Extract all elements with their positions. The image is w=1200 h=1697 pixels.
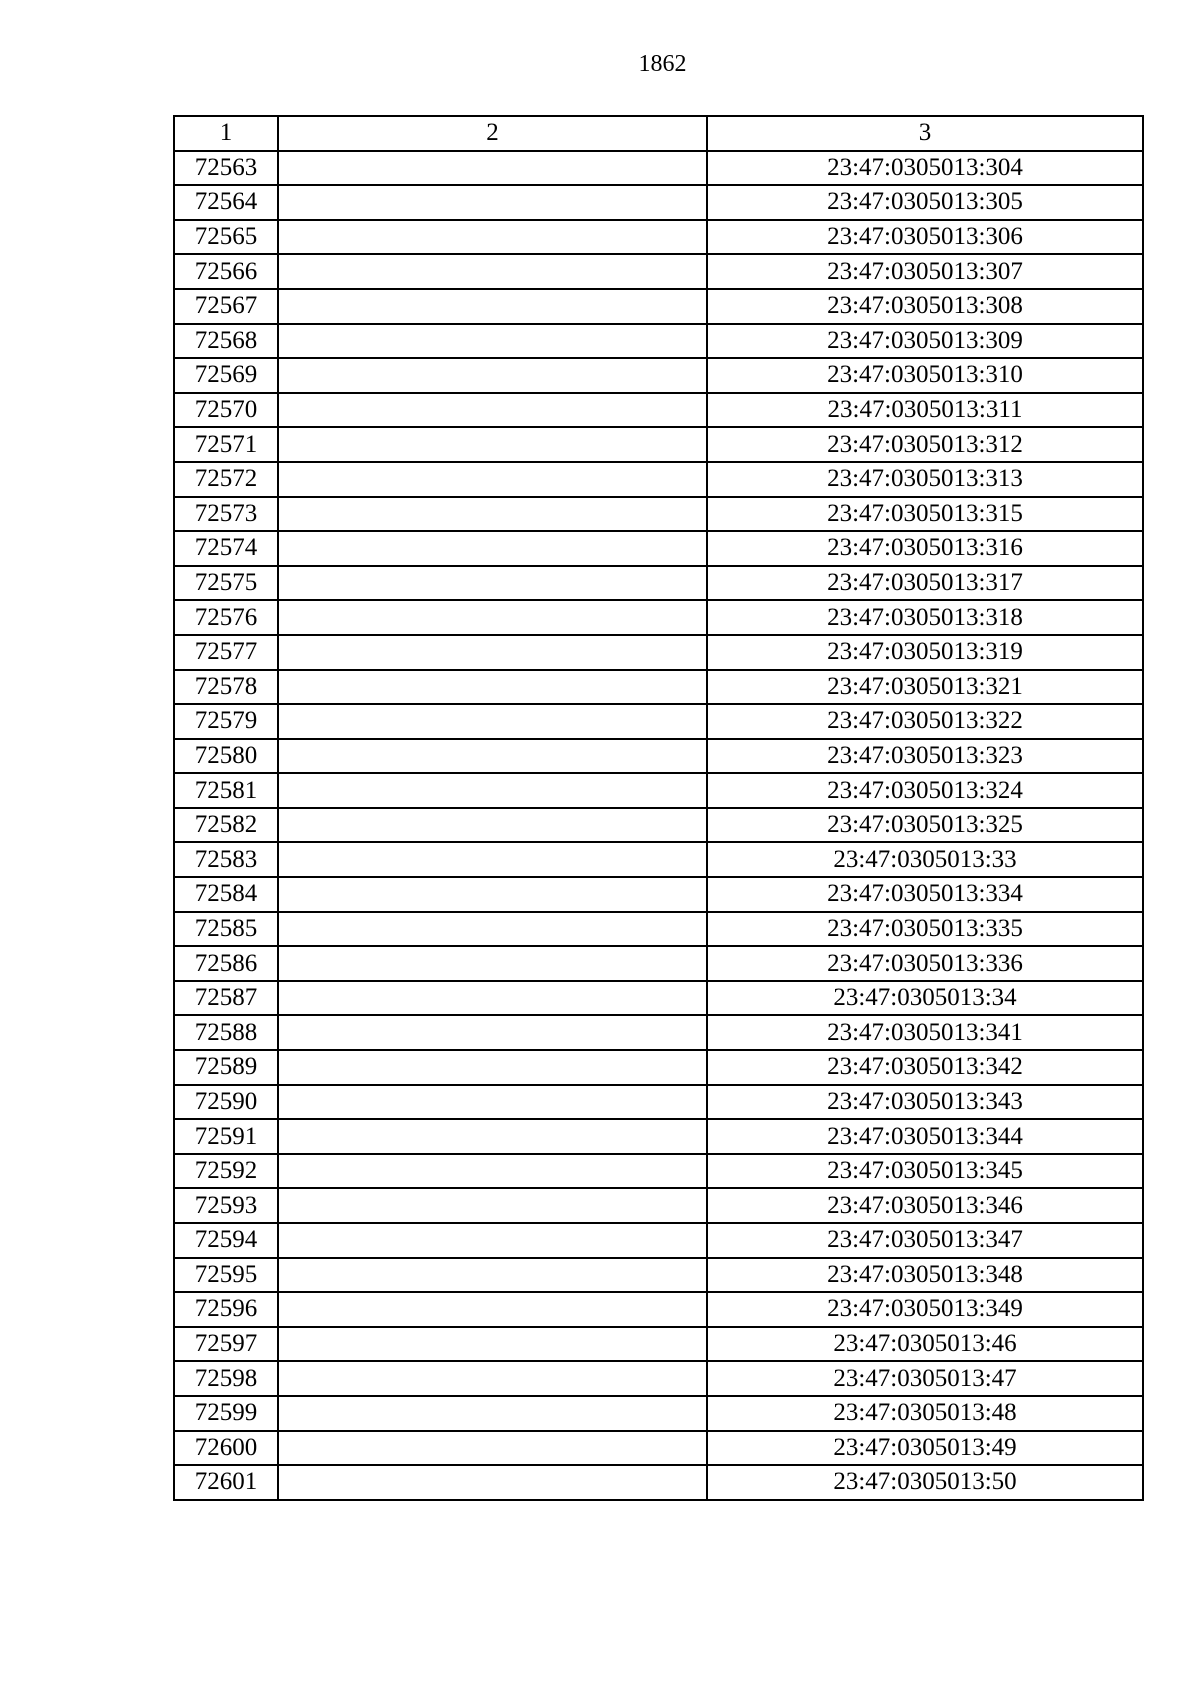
cadastral-number-cell: 23:47:0305013:341 xyxy=(707,1015,1143,1050)
description-cell xyxy=(278,1223,707,1258)
row-number-cell: 72567 xyxy=(174,289,278,324)
row-number-cell: 72579 xyxy=(174,704,278,739)
description-cell xyxy=(278,1085,707,1120)
table-row xyxy=(174,1015,1143,1050)
cadastral-number-cell: 23:47:0305013:304 xyxy=(707,151,1143,186)
cadastral-number-cell: 23:47:0305013:349 xyxy=(707,1292,1143,1327)
table-row xyxy=(174,289,1143,324)
table-row xyxy=(174,1188,1143,1223)
register-table xyxy=(173,115,1144,1501)
cadastral-number-cell: 23:47:0305013:34 xyxy=(707,981,1143,1016)
cadastral-number-cell: 23:47:0305013:325 xyxy=(707,808,1143,843)
table-row xyxy=(174,185,1143,220)
description-cell xyxy=(278,462,707,497)
cadastral-number-cell: 23:47:0305013:46 xyxy=(707,1327,1143,1362)
description-cell xyxy=(278,912,707,947)
table-row xyxy=(174,1050,1143,1085)
cadastral-number-cell: 23:47:0305013:345 xyxy=(707,1154,1143,1189)
description-cell xyxy=(278,324,707,359)
description-cell xyxy=(278,808,707,843)
table-row xyxy=(174,1223,1143,1258)
table-row xyxy=(174,1085,1143,1120)
table-row xyxy=(174,1119,1143,1154)
row-number-cell: 72569 xyxy=(174,358,278,393)
row-number-cell: 72593 xyxy=(174,1188,278,1223)
table-row xyxy=(174,220,1143,255)
table-row xyxy=(174,773,1143,808)
cadastral-number-cell: 23:47:0305013:347 xyxy=(707,1223,1143,1258)
row-number-cell: 72592 xyxy=(174,1154,278,1189)
description-cell xyxy=(278,289,707,324)
description-cell xyxy=(278,739,707,774)
table-row xyxy=(174,324,1143,359)
table-row xyxy=(174,427,1143,462)
table-row xyxy=(174,739,1143,774)
table-row xyxy=(174,151,1143,186)
row-number-cell: 72595 xyxy=(174,1258,278,1293)
row-number-cell: 72578 xyxy=(174,670,278,705)
cadastral-number-cell: 23:47:0305013:305 xyxy=(707,185,1143,220)
table-row xyxy=(174,808,1143,843)
table-row xyxy=(174,393,1143,428)
row-number-cell: 72577 xyxy=(174,635,278,670)
description-cell xyxy=(278,981,707,1016)
description-cell xyxy=(278,358,707,393)
row-number-cell: 72564 xyxy=(174,185,278,220)
description-cell xyxy=(278,531,707,566)
row-number-cell: 72565 xyxy=(174,220,278,255)
cadastral-number-cell: 23:47:0305013:312 xyxy=(707,427,1143,462)
cadastral-number-cell: 23:47:0305013:311 xyxy=(707,393,1143,428)
table-row xyxy=(174,912,1143,947)
cadastral-number-cell: 23:47:0305013:336 xyxy=(707,946,1143,981)
table-row xyxy=(174,670,1143,705)
row-number-cell: 72566 xyxy=(174,254,278,289)
description-cell xyxy=(278,497,707,532)
column-header-3: 3 xyxy=(707,116,1143,151)
cadastral-number-cell: 23:47:0305013:321 xyxy=(707,670,1143,705)
row-number-cell: 72587 xyxy=(174,981,278,1016)
cadastral-number-cell: 23:47:0305013:344 xyxy=(707,1119,1143,1154)
table-row xyxy=(174,1154,1143,1189)
table-row xyxy=(174,1361,1143,1396)
table-row xyxy=(174,254,1143,289)
table-row xyxy=(174,1396,1143,1431)
cadastral-number-cell: 23:47:0305013:324 xyxy=(707,773,1143,808)
description-cell xyxy=(278,1258,707,1293)
row-number-cell: 72599 xyxy=(174,1396,278,1431)
table-row xyxy=(174,497,1143,532)
table-row xyxy=(174,1258,1143,1293)
row-number-cell: 72600 xyxy=(174,1431,278,1466)
column-header-1: 1 xyxy=(174,116,278,151)
cadastral-number-cell: 23:47:0305013:342 xyxy=(707,1050,1143,1085)
description-cell xyxy=(278,1154,707,1189)
header-row xyxy=(174,116,1143,151)
cadastral-number-cell: 23:47:0305013:335 xyxy=(707,912,1143,947)
description-cell xyxy=(278,670,707,705)
cadastral-number-cell: 23:47:0305013:309 xyxy=(707,324,1143,359)
table-body xyxy=(174,151,1143,1500)
description-cell xyxy=(278,946,707,981)
cadastral-number-cell: 23:47:0305013:48 xyxy=(707,1396,1143,1431)
table-row xyxy=(174,462,1143,497)
description-cell xyxy=(278,1050,707,1085)
table-row xyxy=(174,1431,1143,1466)
row-number-cell: 72574 xyxy=(174,531,278,566)
table-row xyxy=(174,1292,1143,1327)
description-cell xyxy=(278,773,707,808)
cadastral-number-cell: 23:47:0305013:306 xyxy=(707,220,1143,255)
table-row xyxy=(174,566,1143,601)
table-row xyxy=(174,704,1143,739)
table-row xyxy=(174,358,1143,393)
cadastral-number-cell: 23:47:0305013:308 xyxy=(707,289,1143,324)
row-number-cell: 72576 xyxy=(174,600,278,635)
table-row xyxy=(174,946,1143,981)
description-cell xyxy=(278,185,707,220)
row-number-cell: 72568 xyxy=(174,324,278,359)
cadastral-number-cell: 23:47:0305013:313 xyxy=(707,462,1143,497)
description-cell xyxy=(278,566,707,601)
row-number-cell: 72584 xyxy=(174,877,278,912)
description-cell xyxy=(278,151,707,186)
description-cell xyxy=(278,393,707,428)
row-number-cell: 72596 xyxy=(174,1292,278,1327)
row-number-cell: 72589 xyxy=(174,1050,278,1085)
cadastral-number-cell: 23:47:0305013:316 xyxy=(707,531,1143,566)
description-cell xyxy=(278,1327,707,1362)
row-number-cell: 72601 xyxy=(174,1465,278,1500)
row-number-cell: 72590 xyxy=(174,1085,278,1120)
cadastral-number-cell: 23:47:0305013:50 xyxy=(707,1465,1143,1500)
row-number-cell: 72572 xyxy=(174,462,278,497)
table-row xyxy=(174,1465,1143,1500)
page-number: 1862 xyxy=(638,51,687,77)
row-number-cell: 72582 xyxy=(174,808,278,843)
cadastral-number-cell: 23:47:0305013:49 xyxy=(707,1431,1143,1466)
description-cell xyxy=(278,220,707,255)
description-cell xyxy=(278,877,707,912)
column-header-2: 2 xyxy=(278,116,707,151)
row-number-cell: 72585 xyxy=(174,912,278,947)
table-row xyxy=(174,981,1143,1016)
cadastral-number-cell: 23:47:0305013:322 xyxy=(707,704,1143,739)
table-row xyxy=(174,600,1143,635)
row-number-cell: 72594 xyxy=(174,1223,278,1258)
description-cell xyxy=(278,1015,707,1050)
cadastral-number-cell: 23:47:0305013:319 xyxy=(707,635,1143,670)
row-number-cell: 72586 xyxy=(174,946,278,981)
description-cell xyxy=(278,842,707,877)
description-cell xyxy=(278,1119,707,1154)
row-number-cell: 72597 xyxy=(174,1327,278,1362)
cadastral-number-cell: 23:47:0305013:343 xyxy=(707,1085,1143,1120)
row-number-cell: 72598 xyxy=(174,1361,278,1396)
cadastral-number-cell: 23:47:0305013:334 xyxy=(707,877,1143,912)
row-number-cell: 72591 xyxy=(174,1119,278,1154)
description-cell xyxy=(278,1396,707,1431)
row-number-cell: 72563 xyxy=(174,151,278,186)
cadastral-number-cell: 23:47:0305013:47 xyxy=(707,1361,1143,1396)
cadastral-number-cell: 23:47:0305013:348 xyxy=(707,1258,1143,1293)
description-cell xyxy=(278,427,707,462)
table-row xyxy=(174,635,1143,670)
cadastral-number-cell: 23:47:0305013:346 xyxy=(707,1188,1143,1223)
description-cell xyxy=(278,1431,707,1466)
row-number-cell: 72583 xyxy=(174,842,278,877)
description-cell xyxy=(278,1292,707,1327)
description-cell xyxy=(278,704,707,739)
cadastral-number-cell: 23:47:0305013:307 xyxy=(707,254,1143,289)
table-header xyxy=(174,116,1143,151)
description-cell xyxy=(278,635,707,670)
cadastral-number-cell: 23:47:0305013:317 xyxy=(707,566,1143,601)
row-number-cell: 72571 xyxy=(174,427,278,462)
description-cell xyxy=(278,600,707,635)
row-number-cell: 72575 xyxy=(174,566,278,601)
description-cell xyxy=(278,1188,707,1223)
row-number-cell: 72570 xyxy=(174,393,278,428)
table-row xyxy=(174,842,1143,877)
table-row xyxy=(174,877,1143,912)
cadastral-number-cell: 23:47:0305013:323 xyxy=(707,739,1143,774)
cadastral-number-cell: 23:47:0305013:310 xyxy=(707,358,1143,393)
cadastral-number-cell: 23:47:0305013:33 xyxy=(707,842,1143,877)
description-cell xyxy=(278,254,707,289)
table-row xyxy=(174,531,1143,566)
table-row xyxy=(174,1327,1143,1362)
row-number-cell: 72588 xyxy=(174,1015,278,1050)
cadastral-number-cell: 23:47:0305013:315 xyxy=(707,497,1143,532)
row-number-cell: 72573 xyxy=(174,497,278,532)
description-cell xyxy=(278,1361,707,1396)
cadastral-number-cell: 23:47:0305013:318 xyxy=(707,600,1143,635)
row-number-cell: 72580 xyxy=(174,739,278,774)
row-number-cell: 72581 xyxy=(174,773,278,808)
description-cell xyxy=(278,1465,707,1500)
